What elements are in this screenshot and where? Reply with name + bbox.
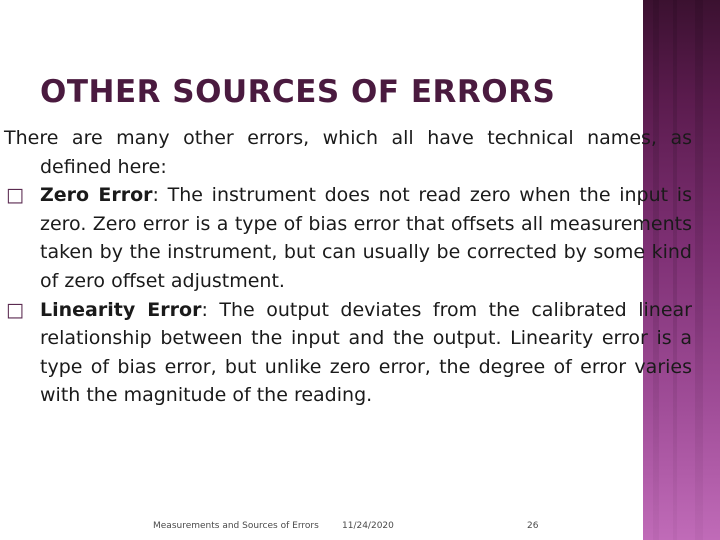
footer-label: Measurements and Sources of Errors: [153, 521, 319, 531]
definition-zero-error: The instrument does not read zero when the input is zero. Zero error is a type of bias error that offsets all measurements taken by the instrument, but can usually be corrected by some kind of zero offset adjustment.: [40, 184, 692, 292]
term-zero-error: Zero Error: [40, 184, 153, 207]
footer-page-number: 26: [527, 521, 539, 531]
term-colon: :: [152, 184, 159, 207]
term-colon: :: [201, 298, 208, 321]
band-stripe: [695, 0, 703, 540]
intro-paragraph: There are many other errors, which all have technical names, as defined here:: [4, 127, 692, 178]
checkbox-bullet-icon: □: [6, 184, 24, 207]
list-item-zero-error: [4, 181, 692, 295]
list-item-linearity-error: [4, 296, 692, 410]
term-linearity-error: Linearity Error: [40, 298, 202, 321]
definition-linearity-error: The output deviates from the calibrated linear relationship between the input and the output. Linearity error is a type of bias error, but unlike zero error, the degree of error varies with the magnitude of the reading.: [40, 298, 692, 407]
footer-date: 11/24/2020: [342, 521, 394, 531]
checkbox-bullet-icon: □: [6, 298, 24, 321]
slide-body: [4, 124, 692, 410]
slide-title: OTHER SOURCES OF ERRORS: [40, 74, 556, 110]
